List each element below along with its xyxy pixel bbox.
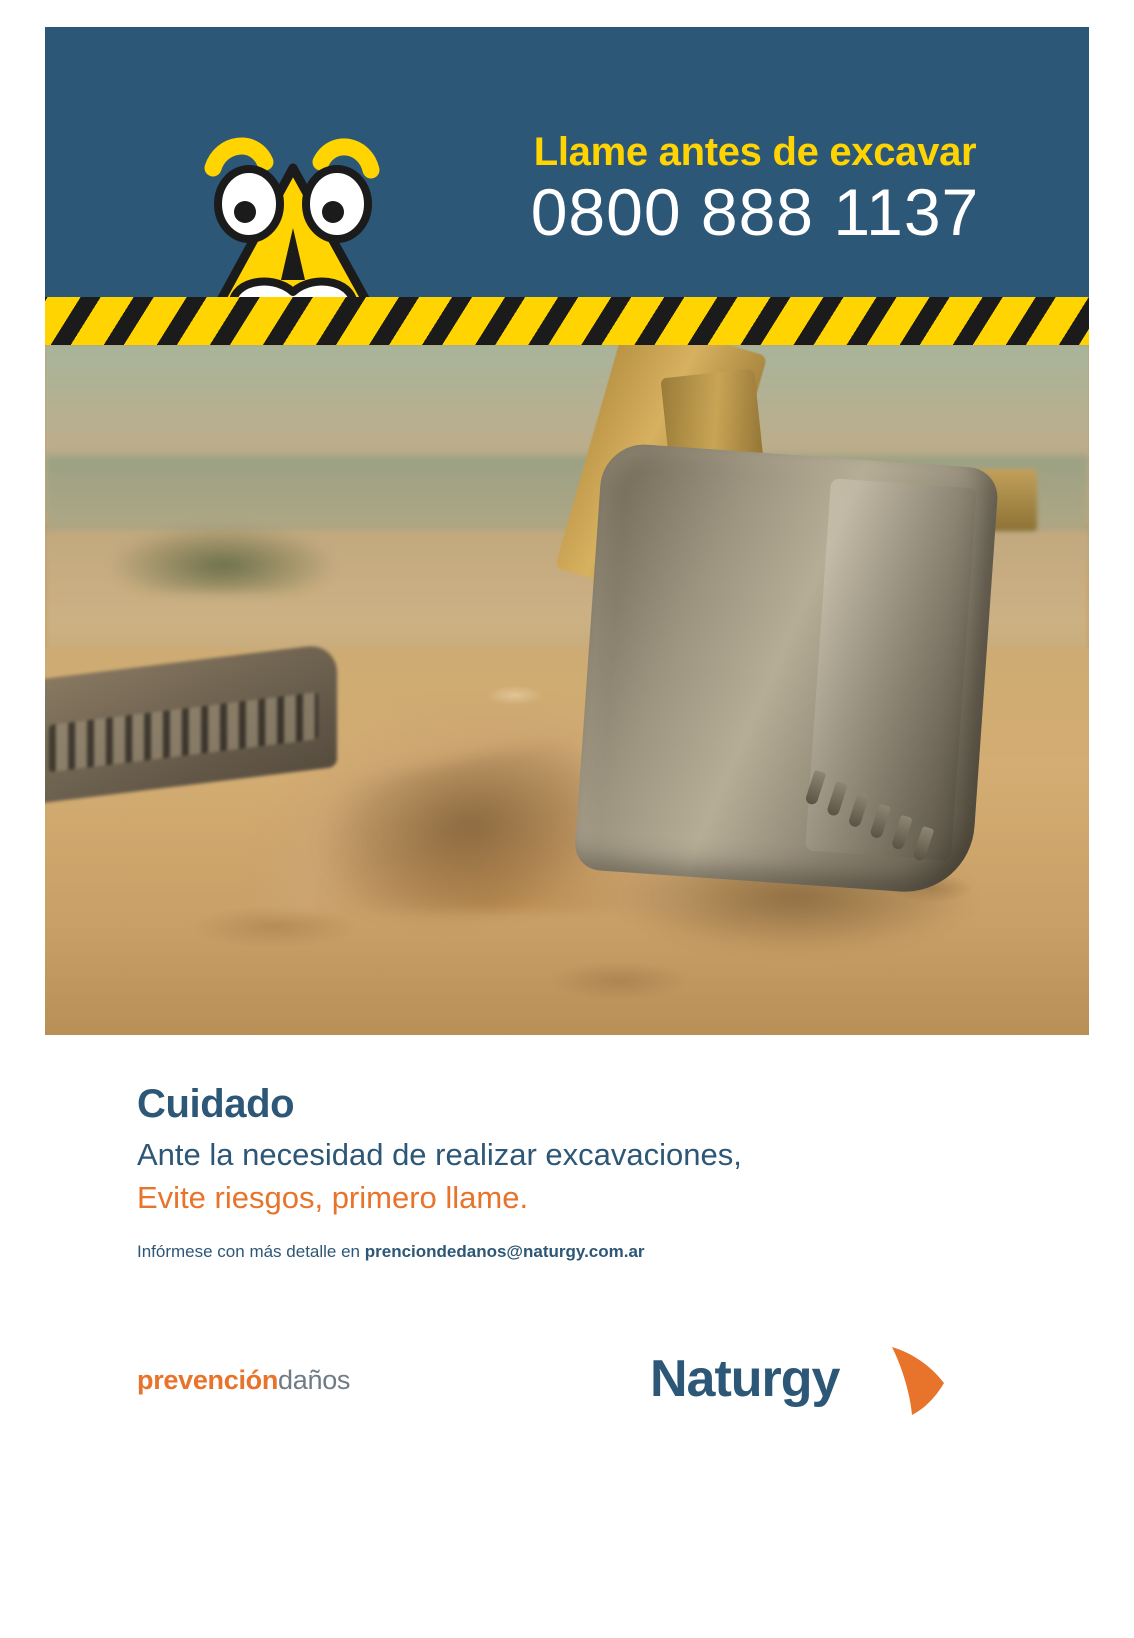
header-phone-number: 0800 888 1137 (530, 175, 980, 249)
excavator-digging-photo (45, 345, 1089, 1035)
message-heading: Cuidado (137, 1082, 295, 1126)
message-block (137, 1082, 1017, 1262)
message-line-1: Ante la necesidad de realizar excavaciones, (137, 1137, 742, 1172)
header-banner (45, 27, 1089, 297)
contact-info-prefix: Infórmese con más detalle en (137, 1241, 365, 1261)
campaign-label (137, 1365, 350, 1396)
brand-name: Naturgy (650, 1350, 840, 1408)
contact-info-line (137, 1242, 1017, 1262)
contact-email[interactable]: prenciondedanos@naturgy.com.ar (364, 1241, 645, 1261)
message-line-2: Evite riesgos, primero llame. (137, 1179, 529, 1215)
campaign-label-light: daños (278, 1365, 351, 1395)
brand-logo (650, 1348, 960, 1418)
header-text-group (425, 132, 1085, 247)
naturgy-flame-icon (888, 1343, 950, 1417)
header-title: Llame antes de excavar (533, 130, 977, 174)
campaign-label-bold: prevención (137, 1365, 279, 1395)
hazard-stripe-icon (45, 297, 1089, 345)
photo-bush (108, 524, 338, 593)
